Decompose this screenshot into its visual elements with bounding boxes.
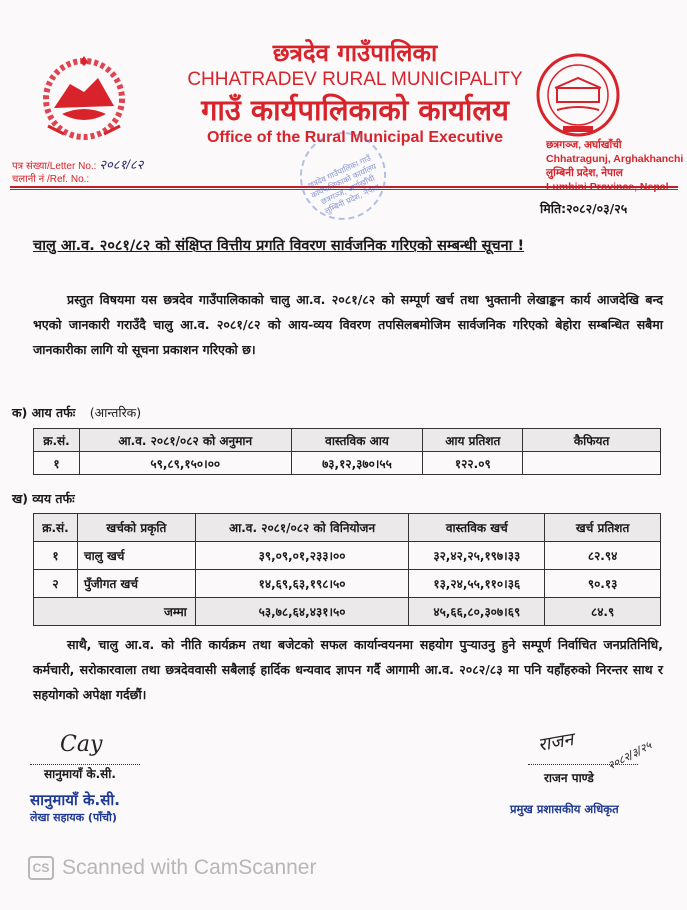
column-header: क्र.सं. [34, 429, 80, 452]
signatory-right-position: प्रमुख प्रशासकीय अधिकृत [510, 802, 619, 816]
column-header: आ.व. २०८१/०८२ को अनुमान [79, 429, 291, 452]
income-subheading: (आन्तरिक) [89, 405, 142, 420]
table-cell: १३,२४,५५,११०।३६ [409, 570, 545, 598]
address-line: लुम्बिनी प्रदेश, नेपाल [546, 167, 623, 179]
table-cell [523, 452, 661, 475]
table-cell: चालु खर्च [77, 542, 195, 570]
column-header: आ.व. २०८१/०८२ को विनियोजन [195, 514, 409, 542]
table-cell: १ [34, 542, 78, 570]
expense-heading: ख) व्यय तर्फः [12, 491, 75, 506]
table-cell: २ [34, 570, 78, 598]
table-cell: ८२.९४ [545, 542, 661, 570]
column-header: खर्च प्रतिशत [545, 514, 661, 542]
signatory-left-name: सानुमायाँ के.सी. [44, 767, 116, 781]
income-table [33, 428, 661, 475]
ref-no-label: चलानी नं /Ref. No.: [12, 174, 90, 185]
table-total-row [34, 598, 661, 626]
table-cell: ९०.१३ [545, 570, 661, 598]
column-header: क्र.सं. [34, 514, 78, 542]
table-row [34, 542, 661, 570]
municipality-logo [535, 52, 621, 138]
notice-paragraph-intro: प्रस्तुत विषयमा यस छत्रदेव गाउँपालिकाको चालु आ.व. २०८१/८२ को सम्पूर्ण खर्च तथा भुक्तानी लेखाङ्कन कार्य आजदेखि बन्द भएको जानकारी गराउँदै चालु आ.व. २०८१/८२ को आय-व्यय विवरण तपसिलबमोजिम सार्वजनिक गरिएको बेहोरा सम्बन्धित सबैमा जानकारीका लागि यो सूचना प्रकाशन गरिएको छ। [33, 292, 663, 357]
expense-table-header [34, 514, 661, 542]
notice-paragraph-thanks: साथै, चालु आ.व. को नीति कार्यक्रम तथा बजेटको सफल कार्यान्वयनमा सहयोग पुऱ्याउनु हुने सम्पूर्ण निर्वाचित जनप्रतिनिधि, कर्मचारी, सरोकारवाला तथा छत्रदेववासी सबैलाई हार्दिक धन्यवाद ज्ञापन गर्दै आगामी आ.व. २०८२/८३ मा पनि यहाँहरुको निरन्तर साथ र सहयोगको अपेक्षा गर्दछौं। [33, 637, 663, 702]
table-cell: ७३,१२,३७०।५५ [291, 452, 423, 475]
address-line: Chhatragunj, Arghakhanchi [546, 153, 684, 165]
table-cell: ३९,०९,०१,२३३।०० [195, 542, 409, 570]
signatory-left-stamp-name: सानुमायाँ के.सी. [30, 791, 120, 809]
signatory-right-name: राजन पाण्डे [544, 771, 594, 785]
table-cell: ५३,७८,६४,४३१।५० [195, 598, 409, 626]
table-cell: ४५,६६,८०,३०७।६९ [409, 598, 545, 626]
signatory-left-position: लेखा सहायक (पाँचौ) [30, 811, 117, 824]
signatory-left [30, 732, 140, 825]
camscanner-text: Scanned with CamScanner [62, 856, 317, 879]
column-header: कैफियत [523, 429, 661, 452]
letter-reference [12, 158, 143, 186]
table-cell: १४,६९,६३,१९८।५० [195, 570, 409, 598]
table-cell: ३२,४२,२५,१९७।३३ [409, 542, 545, 570]
table-cell: १ [34, 452, 80, 475]
municipality-name-np: छत्रदेव गाउँपालिका [272, 39, 438, 67]
column-header: आय प्रतिशत [423, 429, 523, 452]
letter-no-value: २०८१/८२ [99, 157, 144, 172]
letter-no-label: पत्र संख्या/Letter No.: [12, 161, 97, 172]
income-heading: क) आय तर्फः [12, 405, 76, 420]
column-header: वास्तविक आय [291, 429, 423, 452]
table-row [34, 570, 661, 598]
office-name-np: गाउँ कार्यपालिकाको कार्यालय [201, 93, 509, 127]
column-header: वास्तविक खर्च [409, 514, 545, 542]
nepal-emblem-logo [40, 56, 128, 142]
income-table-header [34, 429, 661, 452]
municipality-name-en: CHHATRADEV RURAL MUNICIPALITY [187, 69, 523, 90]
handwritten-date: २०८२/३/२५ [605, 738, 654, 773]
table-cell: ५९,८९,१५०।०० [79, 452, 291, 475]
table-cell: १२२.०९ [423, 452, 523, 475]
notice-date: मिति:२०८२/०३/२५ [540, 201, 628, 216]
signature-right: राजन [536, 729, 576, 756]
address-line: छत्रगञ्ज, अर्घाखाँची [546, 139, 622, 151]
column-header: खर्चको प्रकृति [77, 514, 195, 542]
table-row [34, 452, 661, 475]
camscanner-icon: CS [28, 856, 54, 880]
signatory-right [510, 729, 654, 817]
office-name-en: Office of the Rural Municipal Executive [206, 129, 504, 146]
camscanner-watermark [28, 856, 316, 880]
table-cell: ८४.९ [545, 598, 661, 626]
notice-title: चालु आ.व. २०८१/८२ को संक्षिप्त वित्तीय प्रगति विवरण सार्वजनिक गरिएको सम्बन्धी सूचना ! [33, 238, 525, 254]
table-cell: पुँजीगत खर्च [77, 570, 195, 598]
expense-table [33, 513, 661, 626]
letterhead [170, 38, 540, 148]
signature-left: Cay [60, 732, 103, 757]
income-section-heading [12, 404, 141, 421]
total-label: जम्मा [34, 598, 196, 626]
office-stamp-text: छत्रदेव गाउँपालिका गाउँ कार्यपालिकाको कार्यालय छत्रगञ्ज, अर्घाखाँची लुम्बिनी प्रदेश, नेपाल [306, 153, 382, 216]
